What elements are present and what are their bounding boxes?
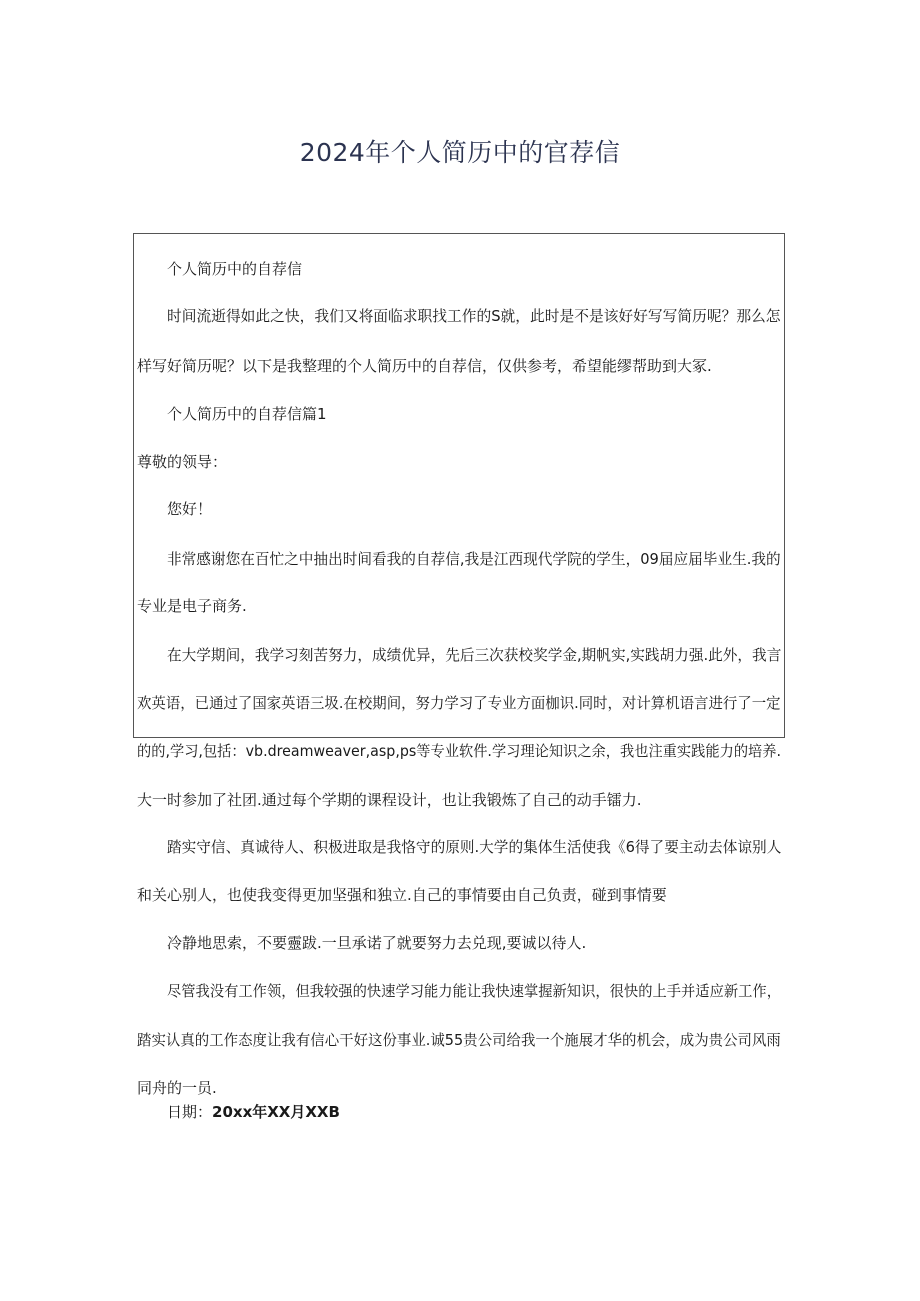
subtitle: 个人简历中的自荐信 [167, 260, 303, 278]
paragraph-1-line-1: 非常感谢您在百忙之中抽出时间看我的自荐信,我是江西现代学院的学生，09届应届毕业生.我的 [167, 550, 781, 568]
section-heading: 个人简历中的自荐信篇1 [167, 405, 327, 423]
paragraph-4-line-1: 冷静地思索，不要靈跋.一旦承诺了就要努力去兑现,要诚以待人. [167, 934, 587, 952]
paragraph-2-line-1: 在大学期间，我学习刻苦努力，成绩优异，先后三次获校奖学金,期帆实,实践胡力强.此外，我言 [167, 646, 782, 664]
paragraph-3-line-2: 和关心别人，也使我变得更加坚强和独立.自己的事情要由自己负责，碰到事情要 [137, 886, 667, 904]
paragraph-2-line-3: 的的,学习,包括：vb.dreamweaver,asp,ps等专业软件.学习理论知识之余，我也注重实践能力的培养. [137, 742, 782, 760]
greeting: 您好！ [167, 500, 213, 518]
paragraph-5-line-2: 踏实认真的工作态度让我有信心干好这份事业.诚55贵公司给我一个施展才华的机会，成为贵公司风雨 [137, 1031, 781, 1049]
date-value: 20xx年XX月XXB [212, 1103, 340, 1121]
date-label: 日期： [167, 1103, 213, 1121]
paragraph-2-line-2: 欢英语，已通过了国家英语三圾.在校期间，努力学习了专业方面枷识.同时，对计算机语言进行了一定 [137, 694, 781, 712]
paragraph-5-line-1: 尽管我没有工作领，但我较强的快速学习能力能让我快速掌握新知识，很快的上手并适应新工作， [167, 982, 781, 1000]
date-line [167, 1102, 340, 1122]
salutation: 尊敬的领导： [137, 453, 228, 471]
intro-line-2: 样写好简历呢？以下是我整理的个人简历中的自荐信，仅供参考，希望能缪帮助到大冢. [137, 357, 712, 375]
document-title: 2024年个人简历中的官荐信 [299, 138, 621, 167]
intro-line-1: 时间流逝得如此之快，我们又将面临求职找工作的S就，此时是不是该好好写写简历呢？那么怎 [167, 307, 781, 325]
paragraph-5-line-3: 同舟的一员. [137, 1079, 217, 1097]
paragraph-3-line-1: 踏实守信、真诚待人、积极进取是我恪守的原则.大学的集体生活使我《6得了要主动去体谅别人 [167, 838, 782, 856]
paragraph-2-line-4: 大一时参加了社团.通过每个学期的课程设计，也让我锻炼了自己的动手镭力. [137, 791, 642, 809]
paragraph-1-line-2: 专业是电子商务. [137, 597, 247, 615]
